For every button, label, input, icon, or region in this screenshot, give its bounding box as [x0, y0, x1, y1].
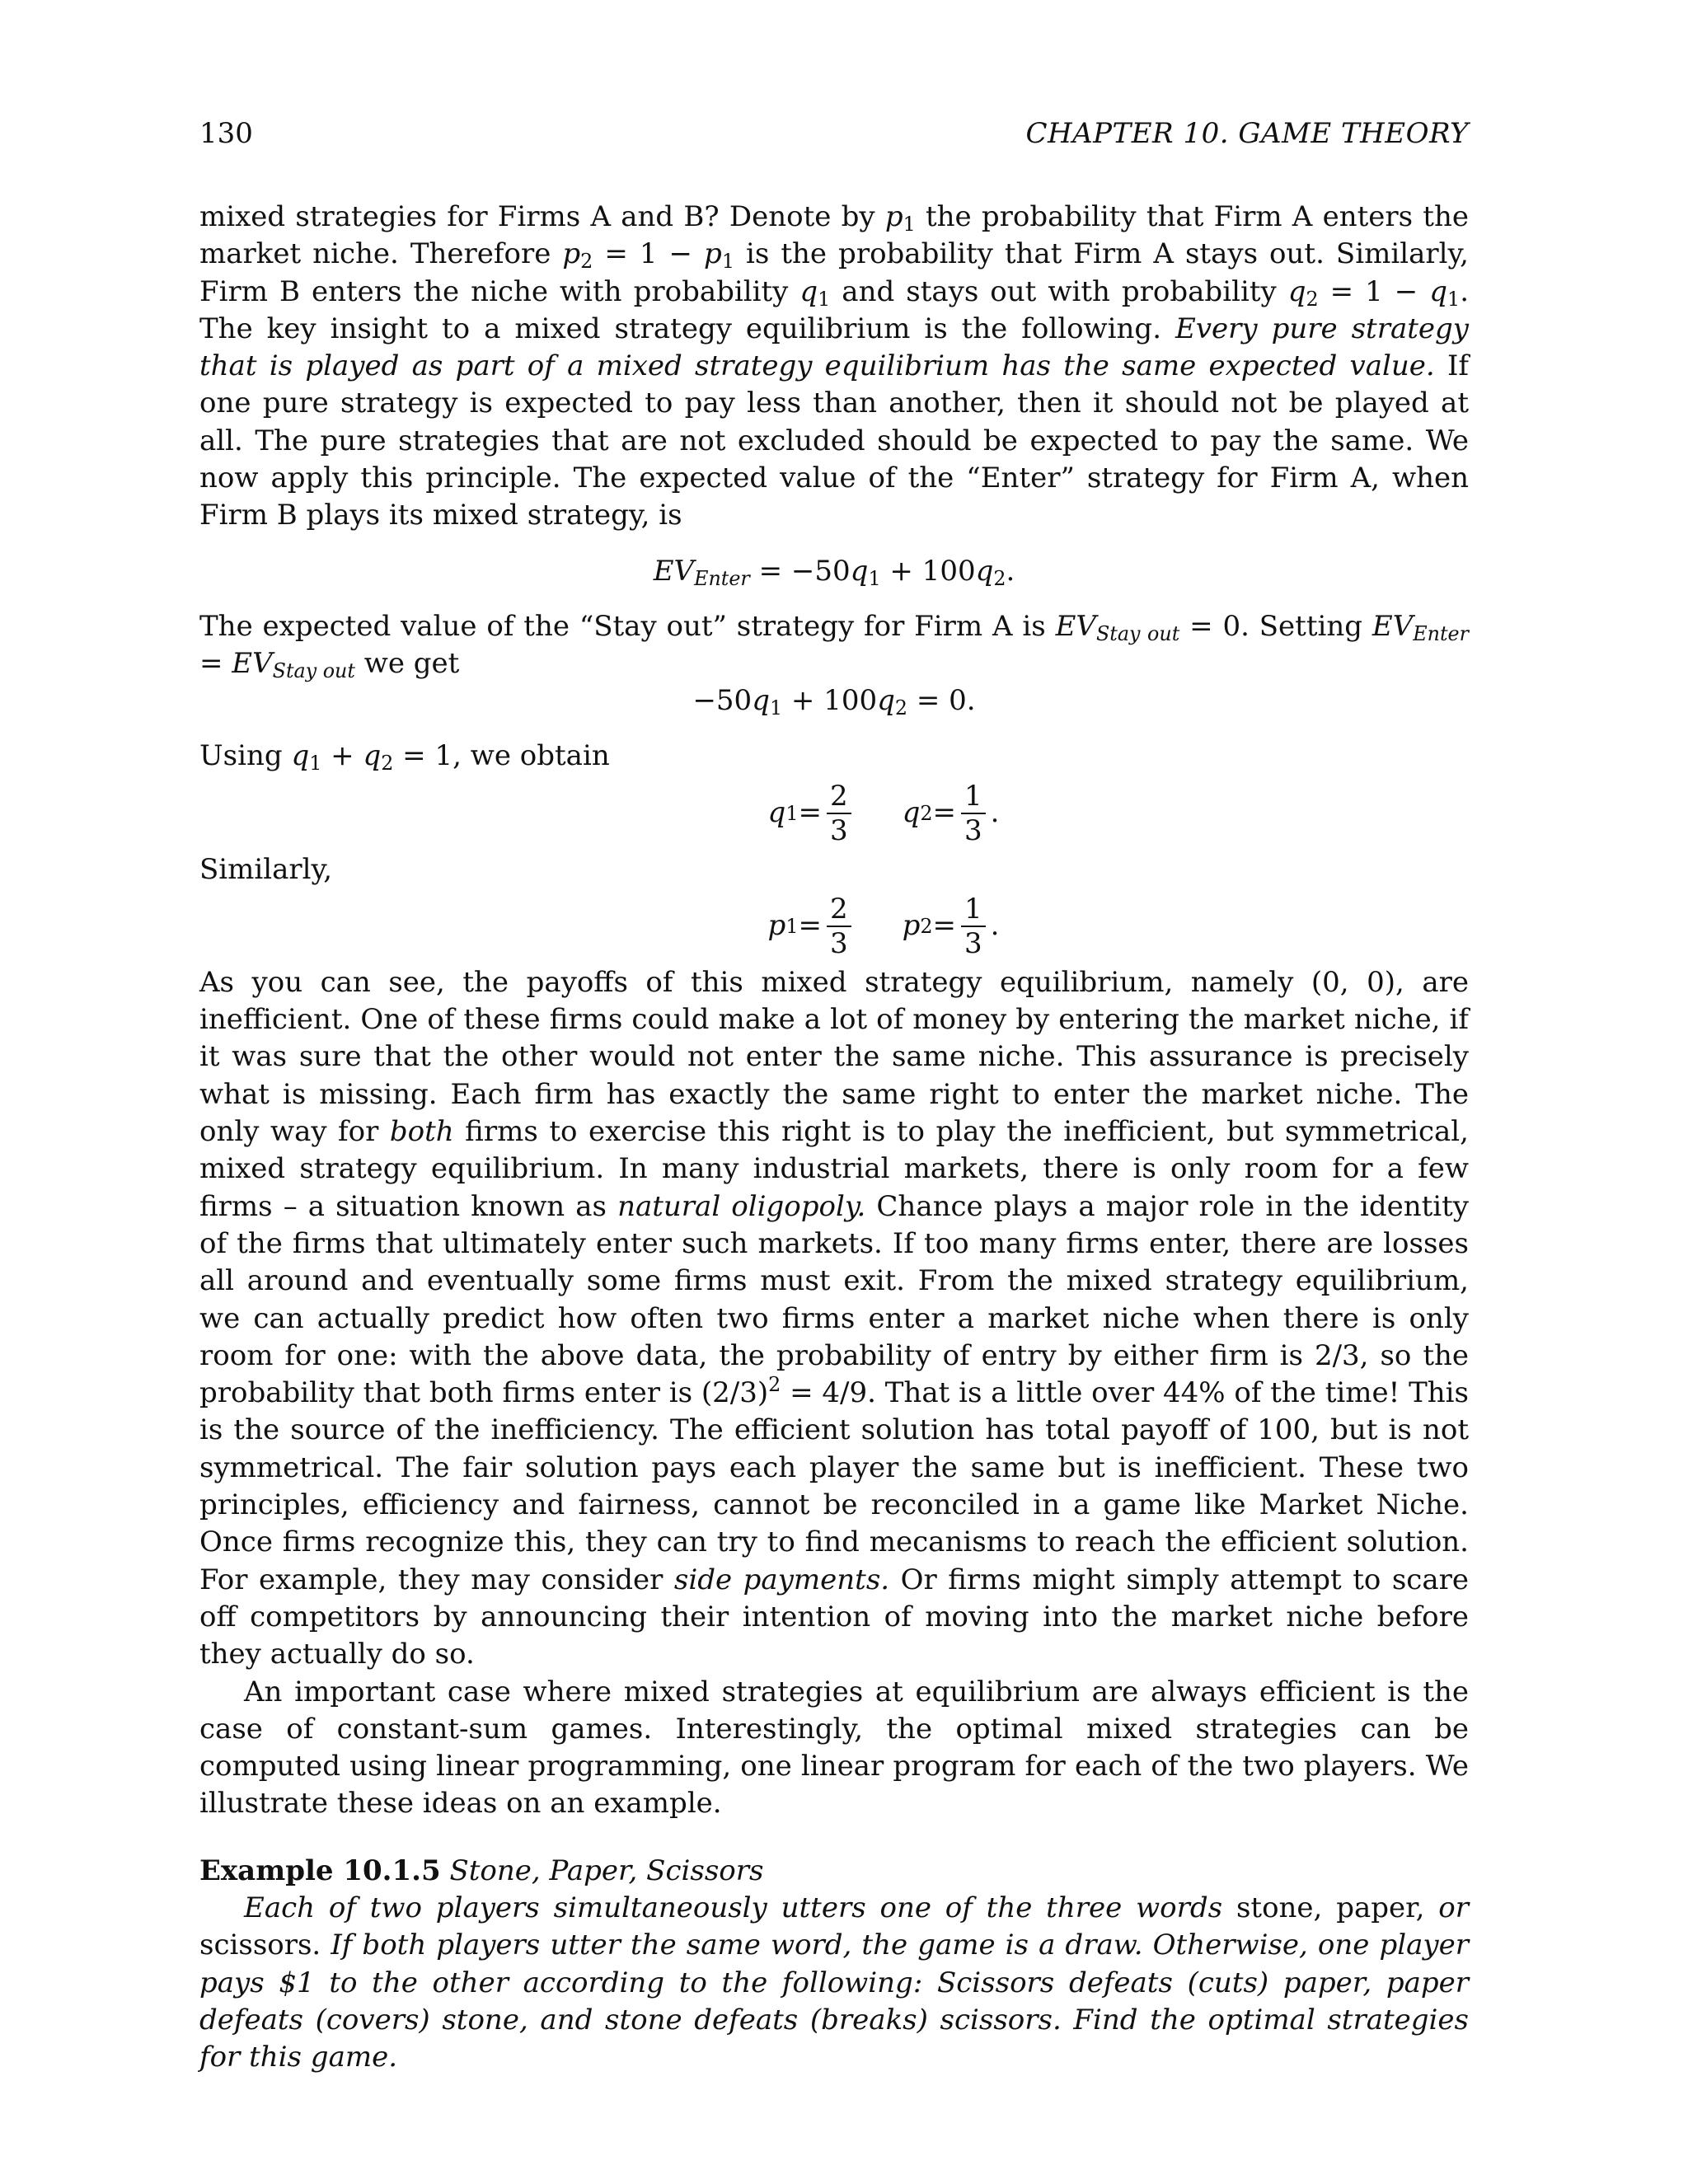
example-label: Example 10.1.5 — [199, 1854, 441, 1887]
page-number: 130 — [199, 117, 253, 150]
example-title: Stone, Paper, Scissors — [449, 1854, 764, 1887]
page — [199, 115, 1469, 2076]
paragraph-similarly: Similarly, — [199, 852, 333, 886]
fraction: $\frac{2}{3}$ — [827, 780, 851, 847]
p2-value: p 2 = $\frac{1}{3}$ . — [902, 892, 1000, 960]
paragraph-constant-sum: An important case where mixed strategies at equilibrium are always efficient is the case of constant-sum games. Interestingly, the optimal mixed strategies can be computed using linear programming, one linear program for each of the two players. We illustrate these ideas on an example. — [199, 1675, 1469, 1821]
paragraph-stay-out: The expected value of the “Stay out” strategy for Firm A is $EV_{Stay out} = 0$. Setting $EV_{Enter} = EV_{Stay out}$ we get — [199, 609, 1470, 682]
chapter-title: CHAPTER 10. GAME THEORY — [1025, 117, 1469, 150]
q2-value: q 2 = $\frac{1}{3}$ . — [902, 779, 1000, 847]
running-header — [199, 115, 1469, 152]
example-body: Each of two players simultaneously utters one of the three words stone, paper, or scissors. If both players utter the same word, the game is a draw. Otherwise, one player pays $1 to the other according to the following: Scissors defeats (cuts) paper, paper defeats (covers) stone, and stone defeats (breaks) scissors. Find the optimal strategies for this game. — [199, 1891, 1469, 2074]
fraction: $\frac{1}{3}$ — [961, 780, 986, 847]
equation-ev-enter: $EV_{Enter} = -50q_1 + 100q_2$. — [653, 554, 1015, 590]
fraction: $\frac{1}{3}$ — [961, 893, 986, 960]
equation-p-values — [199, 888, 1469, 964]
equation-q-values — [199, 776, 1469, 851]
p1-value: p 1 = $\frac{2}{3}$ — [768, 893, 856, 960]
paragraph-inefficiency: As you can see, the payoffs of this mixed strategy equilibrium, namely (0, 0), are inefficient. One of these firms could make a lot of money by entering the market niche, if it was sure that the other would not enter the same niche. This assurance is precisely what is missing. Each firm has exactly the same right to enter the market niche. The only way for both firms to exercise this right is to play the inefficient, but symmetrical, mixed strategy equilibrium. In many industrial markets, there is only room for a few firms – a situation known as natural oligopoly. Chance plays a major role in the identity of the firms that ultimately enter such markets. If too many firms enter, there are losses all around and eventually some firms must exit. From the mixed strategy equilibrium, we can actually predict how often two firms enter a market niche when there is only room for one: with the above data, the probability of entry by either firm is 2/3, so the probability that both firms enter is $(2/3)^2 = 4/9$. That is a little over 44% of the time! This is the source of the inefficiency. The efficient solution has total payoff of 100, but is not symmetrical. The fair solution pays each player the same but is inefficient. These two principles, efficiency and fairness, cannot be reconciled in a game like Market Niche. Once firms recognize this, they can try to find mecanisms to reach the efficient solution. For example, they may consider side payments. Or firms might simply attempt to scare off competitors by announcing their intention of moving into the market niche before they actually do so. — [199, 965, 1470, 1671]
paragraph-mixed-strategies: mixed strategies for Firms A and B? Denote by $p_1$ the probability that Firm A enters the market niche. Therefore $p_2 = 1 - p_1$ is the probability that Firm A stays out. Similarly, Firm B enters the niche with probability $q_1$ and stays out with probability $q_2 = 1 - q_1$. The key insight to a mixed strategy equilibrium is the following. Every pure strategy that is played as part of a mixed strategy equilibrium has the same expected value. If one pure strategy is expected to pay less than another, then it should not be played at all. The pure strategies that are not excluded should be expected to pay the same. We now apply this principle. The expected value of the “Enter” strategy for Firm A, when Firm B plays its mixed strategy, is — [199, 200, 1470, 532]
equation-indifference: $-50q_1 + 100q_2 = 0$. — [692, 684, 976, 720]
fraction: $\frac{2}{3}$ — [827, 893, 851, 960]
paragraph-using: Using $q_1 + q_2 = 1$, we obtain — [199, 739, 610, 776]
q1-value: q 1 = $\frac{2}{3}$ — [768, 780, 856, 847]
example-heading — [199, 1853, 1469, 1890]
